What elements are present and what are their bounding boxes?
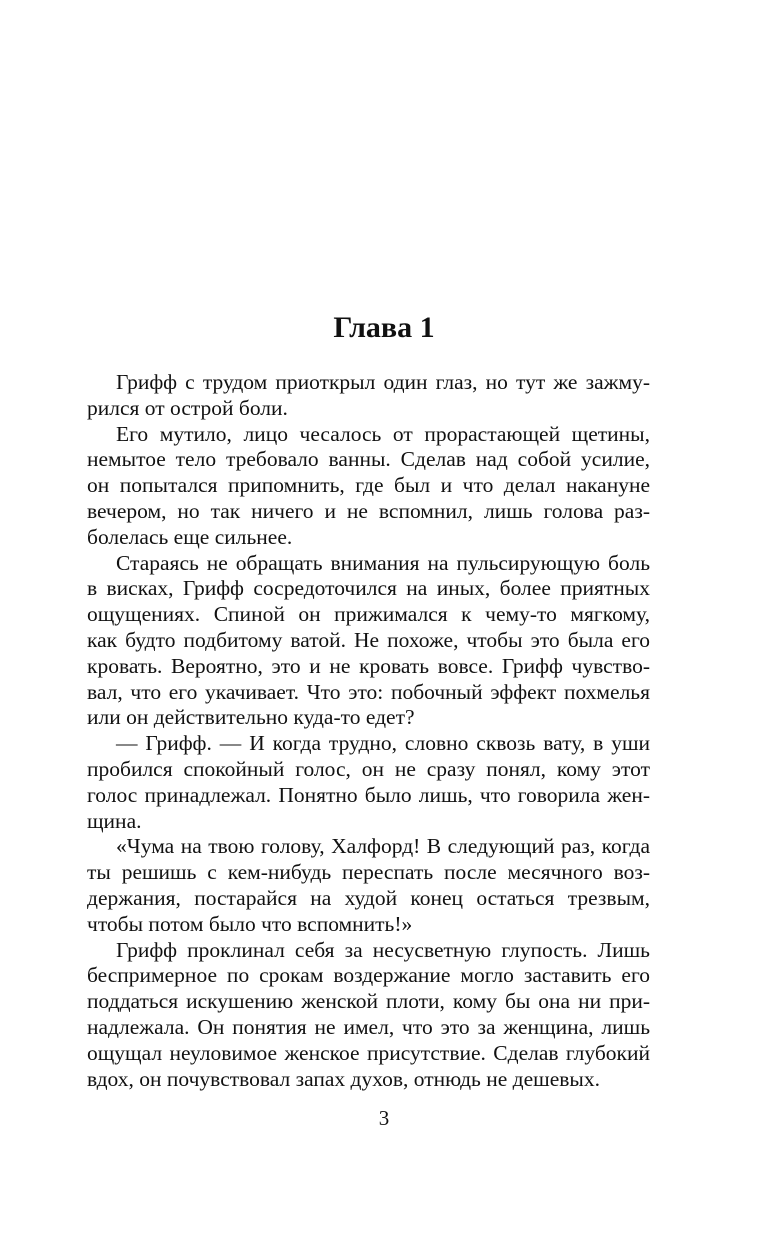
text-line: болелась еще сильнее. — [87, 524, 293, 549]
text-line: ты решишь с кем-нибудь переспать после месячного воз- — [87, 860, 650, 885]
text-line: — Грифф. — И когда трудно, словно сквозь вату, в уши — [116, 731, 650, 756]
text-line: щина. — [87, 808, 142, 833]
text-line: пробился спокойный голос, он не сразу понял, кому этот — [87, 756, 650, 781]
paragraph — [87, 370, 650, 422]
paragraph — [87, 422, 650, 551]
text-line: он попытался припомнить, где был и что делал накануне — [87, 473, 650, 498]
text-line: чтобы потом было что вспомнить!» — [87, 911, 413, 936]
text-line: ощущал неуловимое женское присутствие. Сделав глубокий — [87, 1040, 650, 1065]
paragraph — [87, 731, 650, 834]
text-line: Стараясь не обращать внимания на пульсирующую боль — [116, 550, 650, 575]
text-line: немытое тело требовало ванны. Сделав над собой усилие, — [87, 447, 650, 472]
text-line: кровать. Вероятно, это и не кровать вовсе. Грифф чувство- — [87, 653, 650, 678]
text-line: поддаться искушению женской плоти, кому бы она ни при- — [87, 989, 650, 1014]
text-line: Грифф проклинал себя за несусветную глупость. Лишь — [116, 937, 650, 962]
text-line: голос принадлежал. Понятно было лишь, что говорила жен- — [87, 782, 650, 807]
text-line: вдох, он почувствовал запах духов, отнюдь не дешевых. — [87, 1066, 600, 1091]
text-line: как будто подбитому ватой. Не похоже, чтобы это была его — [87, 627, 650, 652]
page-number: 3 — [378, 1106, 390, 1130]
body-text — [87, 370, 650, 1092]
text-line: ощущениях. Спиной он прижимался к чему-то мягкому, — [87, 602, 650, 627]
text-line: Грифф с трудом приоткрыл один глаз, но тут же зажму- — [116, 370, 650, 394]
paragraph — [87, 938, 650, 1093]
text-line: надлежала. Он понятия не имел, что это за женщина, лишь — [87, 1014, 650, 1039]
text-line: «Чума на твою голову, Халфорд! В следующий раз, когда — [116, 834, 650, 859]
paragraph — [87, 551, 650, 732]
text-line: рился от острой боли. — [87, 395, 288, 420]
text-line: в висках, Грифф сосредоточился на иных, более приятных — [87, 576, 650, 601]
text-line: или он действительно куда-то едет? — [87, 705, 415, 730]
text-line: вечером, но так ничего и не вспомнил, лишь голова раз- — [87, 498, 650, 523]
text-line: вал, что его укачивает. Что это: побочный эффект похмелья — [87, 679, 650, 704]
chapter-title: Глава 1 — [333, 311, 435, 344]
text-line: беспримерное по срокам воздержание могло заставить его — [87, 963, 650, 988]
paragraph — [87, 834, 650, 937]
text-line: держания, постарайся на худой конец остаться трезвым, — [87, 885, 650, 910]
text-line: Его мутило, лицо чесалось от прорастающей щетины, — [116, 421, 650, 446]
